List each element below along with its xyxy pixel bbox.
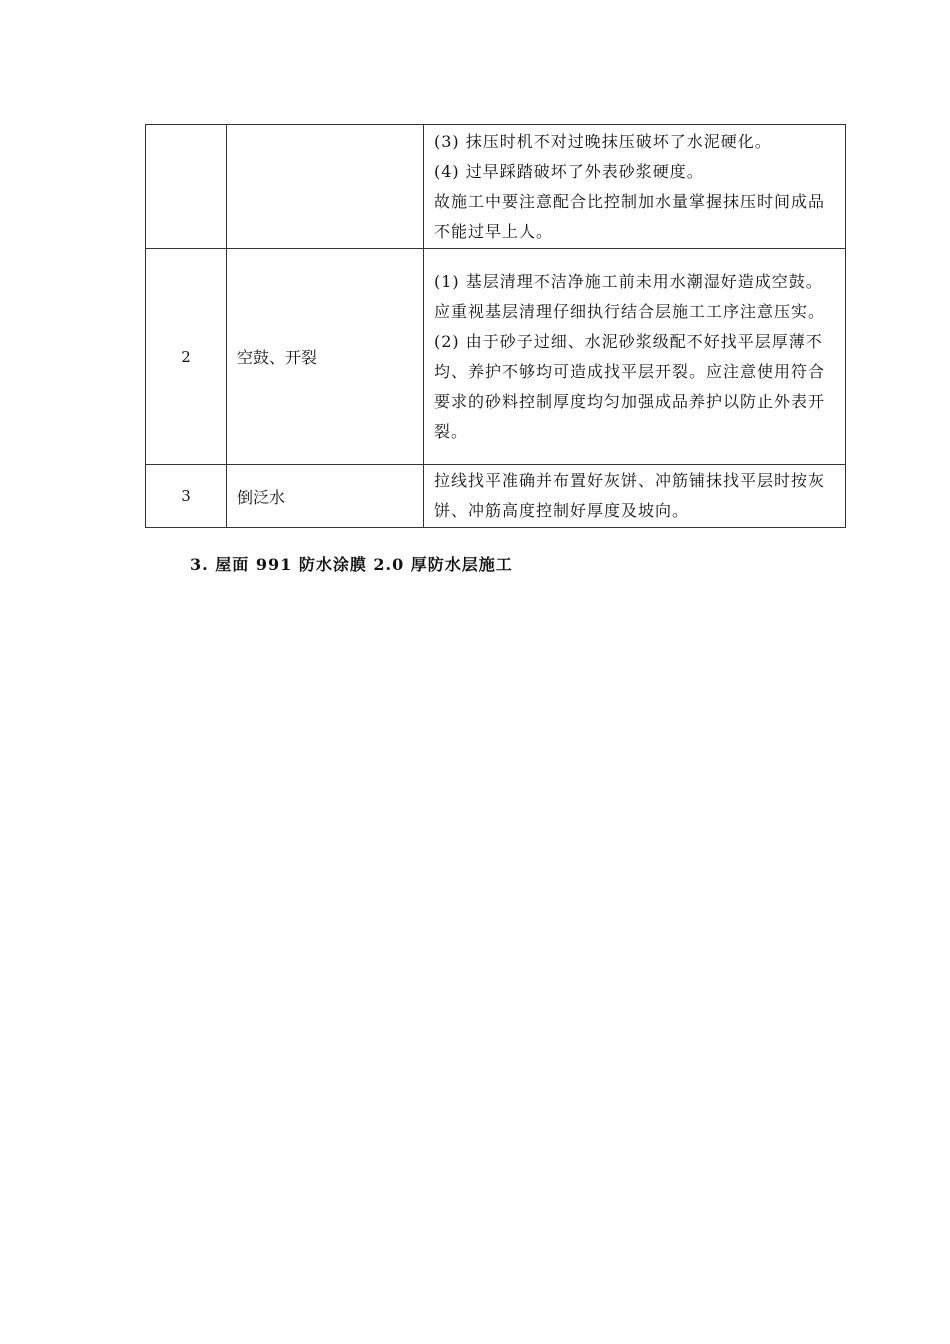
measure-line: (1) 基层清理不洁净施工前未用水潮湿好造成空鼓。应重视基层清理仔细执行结合层施工工序注意压实。 — [434, 271, 826, 321]
section-heading: 3. 屋面 991 防水涂膜 2.0 厚防水层施工 — [190, 555, 513, 574]
issue-name — [227, 125, 424, 249]
quality-issues-table — [145, 124, 846, 528]
measures-cell — [424, 465, 846, 528]
row-number: 2 — [146, 249, 227, 465]
table-row — [146, 465, 846, 528]
measure-line: 故施工中要注意配合比控制加水量掌握抹压时间成品不能过早上人。 — [434, 191, 826, 241]
row-number — [146, 125, 227, 249]
measures-cell — [424, 125, 846, 249]
table-row — [146, 249, 846, 465]
measure-line: 拉线找平准确并布置好灰饼、冲筋铺抹找平层时按灰饼、冲筋高度控制好厚度及坡向。 — [434, 471, 826, 520]
measure-line: (4) 过早踩踏破坏了外表砂浆硬度。 — [434, 161, 704, 181]
issue-name: 空鼓、开裂 — [227, 249, 424, 465]
issue-name: 倒泛水 — [227, 465, 424, 528]
measure-line: (3) 抹压时机不对过晚抹压破坏了水泥硬化。 — [434, 131, 772, 151]
measures-cell — [424, 249, 846, 465]
measure-line: (2) 由于砂子过细、水泥砂浆级配不好找平层厚薄不均、养护不够均可造成找平层开裂。应注意使用符合要求的砂料控制厚度均匀加强成品养护以防止外表开裂。 — [434, 331, 826, 441]
table-row — [146, 125, 846, 249]
row-number: 3 — [146, 465, 227, 528]
